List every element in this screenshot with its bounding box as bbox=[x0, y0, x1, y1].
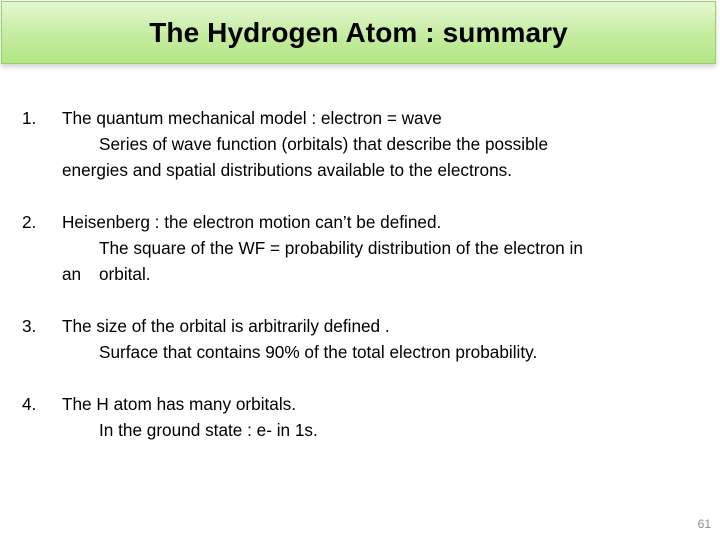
item-detail: Surface that contains 90% of the total electron probability. bbox=[99, 342, 538, 362]
item-heading: The size of the orbital is arbitrarily defined . bbox=[62, 316, 390, 336]
item-detail: Series of wave function (orbitals) that describe the possible bbox=[99, 134, 549, 154]
item-detail: In the ground state : e- in 1s. bbox=[99, 420, 318, 440]
item-heading: The H atom has many orbitals. bbox=[62, 394, 297, 414]
item-number: 1. bbox=[22, 108, 37, 128]
page-number: 61 bbox=[697, 517, 711, 531]
summary-list bbox=[22, 105, 702, 469]
slide-title: The Hydrogen Atom : summary bbox=[149, 16, 568, 48]
list-item bbox=[22, 105, 702, 183]
item-heading: Heisenberg : the electron motion can’t be defined. bbox=[62, 212, 442, 232]
list-item bbox=[22, 313, 702, 365]
item-detail-word: an bbox=[62, 264, 82, 284]
item-number: 3. bbox=[22, 316, 37, 336]
title-banner bbox=[1, 1, 716, 64]
item-number: 2. bbox=[22, 212, 37, 232]
item-number: 4. bbox=[22, 394, 37, 414]
item-detail-continued: energies and spatial distributions available to the electrons. bbox=[62, 160, 513, 180]
item-detail-continued: orbital. bbox=[99, 264, 151, 284]
list-item bbox=[22, 391, 702, 443]
item-heading: The quantum mechanical model : electron = wave bbox=[62, 108, 442, 128]
list-item bbox=[22, 209, 702, 287]
item-detail: The square of the WF = probability distribution of the electron in bbox=[99, 238, 583, 258]
